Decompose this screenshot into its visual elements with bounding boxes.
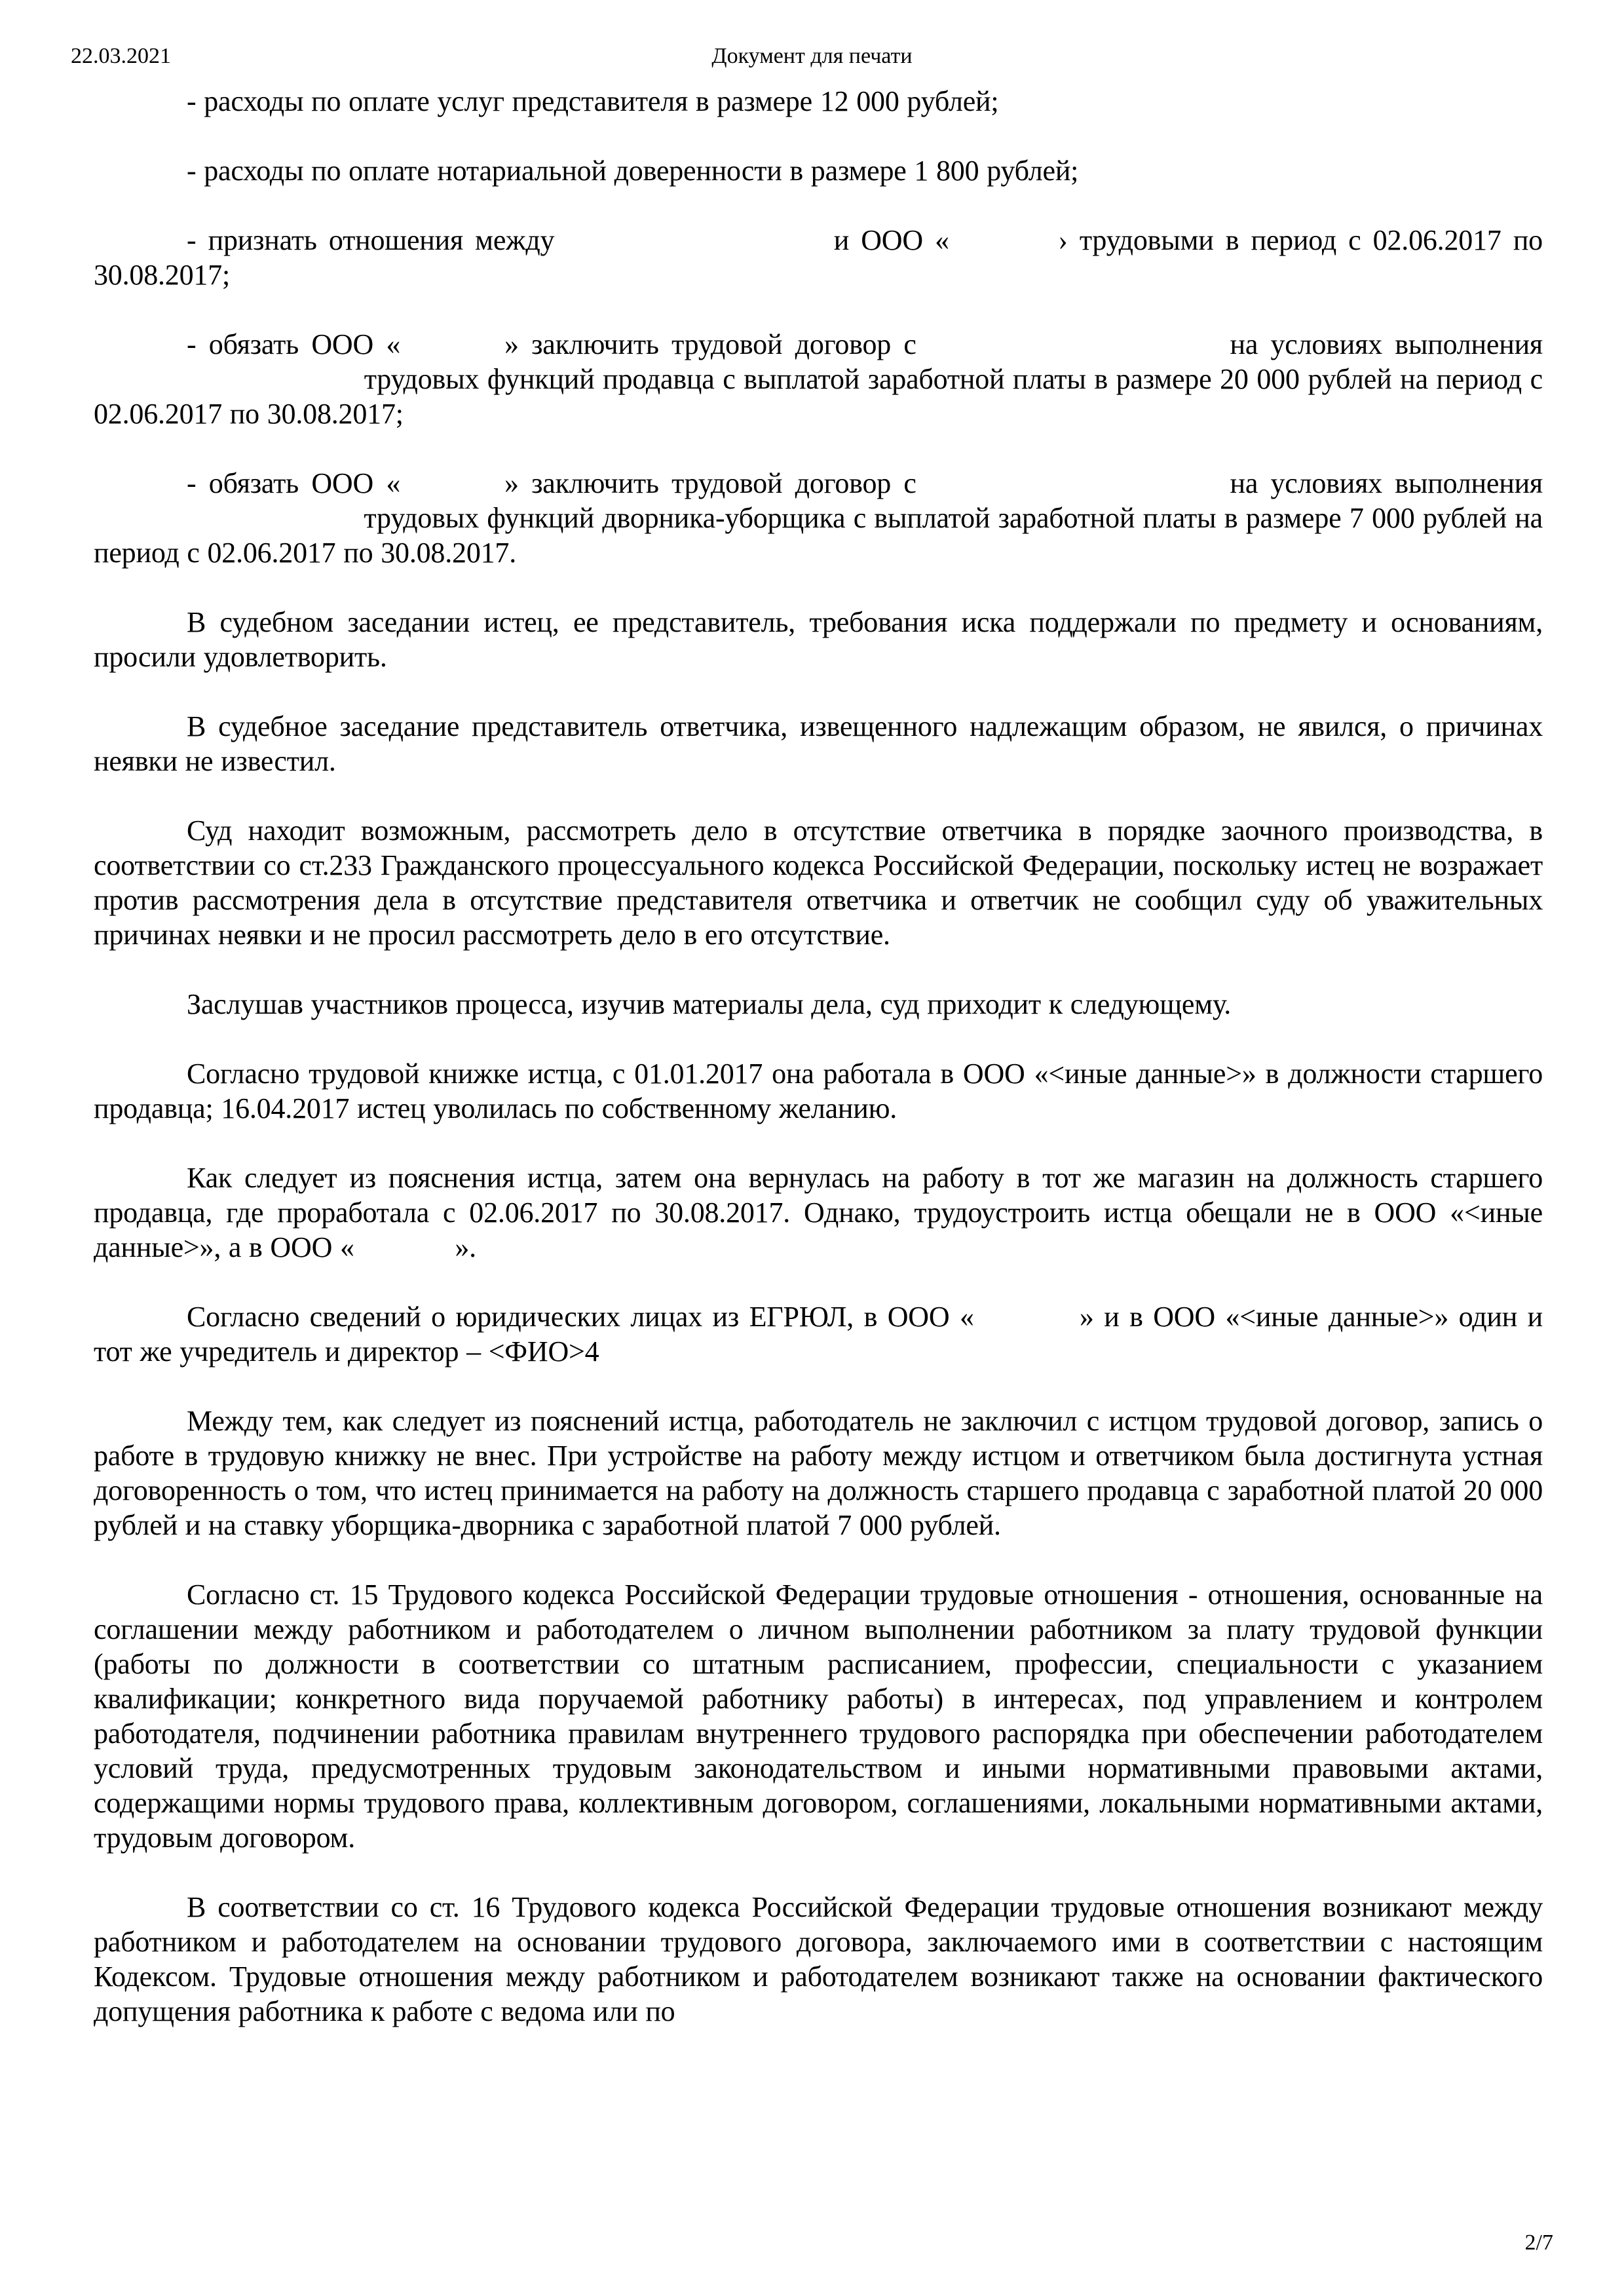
paragraph [94,1160,1543,1265]
text-segment: - признать отношения между [187,224,555,256]
text-segment: Между тем, как следует из пояснений истца, работодатель не заключил с истцом трудовой договор, запись о работе в трудовую книжку не внес. При устройстве на работу между истцом и ответчиком была достигнута устная договоренность о том, что истец принимается на работу на должность старшего продавца с заработной платой 20 000 рублей и на ставку уборщика-дворника с заработной платой 7 000 рублей. [94,1405,1543,1541]
paragraph [94,605,1543,674]
text-segment: на условиях выполнения [1230,467,1543,499]
text-segment: Согласно сведений о юридических лицах из ЕГРЮЛ, в ООО « [187,1301,974,1333]
print-title: Документ для печати [711,44,913,68]
text-segment: ». [455,1231,476,1263]
paragraph [94,466,1543,570]
text-segment: » заключить трудовой договор с [504,467,916,499]
paragraph [94,1404,1543,1542]
paragraph [94,1056,1543,1126]
text-segment: Как следует из пояснения истца, затем она вернулась на работу в тот же магазин на должность старшего продавца, где проработала с 02.06.2017 по 30.08.2017. Однако, трудоустроить истца обещали не в ООО «<иные данные>», а в ООО « [94,1162,1543,1263]
paragraph [94,709,1543,778]
text-segment: - обязать ООО « [187,467,401,499]
print-header [0,43,1624,72]
redacted-gap [413,353,492,354]
text-segment: трудовых функций дворника-уборщика с выплатой заработной платы в размере 7 000 рублей на период с 02.06.2017 по 30.08.2017. [94,502,1543,569]
redacted-gap [984,1325,1069,1326]
paragraph [94,153,1543,188]
text-segment: › трудовыми в период с 02.06.2017 по 30.08.2017; [94,224,1543,291]
text-segment: » заключить трудовой договор с [504,328,916,360]
document-body [94,84,1543,2063]
text-segment: В судебном заседании истец, ее представитель, требования иска поддержали по предмету и основаниям, просили удовлетворить. [94,606,1543,673]
text-segment: Согласно трудовой книжке истца, с 01.01.2017 она работала в ООО «<иные данные>» в должности старшего продавца; 16.04.2017 истец уволилась по собственному желанию. [94,1058,1543,1124]
text-segment: В судебное заседание представитель ответчика, извещенного надлежащим образом, не явился, о причинах неявки не известил. [94,710,1543,777]
paragraph [94,1577,1543,1855]
text-segment: трудовых функций продавца с выплатой заработной платы в размере 20 000 рублей на период с 02.06.2017 по 30.08.2017; [94,363,1543,430]
text-segment: Заслушав участников процесса, изучив материалы дела, суд приходит к следующему. [187,988,1232,1020]
redacted-gap [961,248,1046,250]
redacted-gap [929,353,1217,354]
page-number: 2/7 [1524,2230,1553,2255]
paragraph [94,813,1543,952]
paragraph [94,84,1543,119]
redacted-gap [413,491,492,493]
paragraph [94,1299,1543,1369]
redacted-gap [94,387,356,389]
redacted-gap [567,248,822,250]
paragraph [94,987,1543,1022]
text-segment: - расходы по оплате услуг представителя в размере 12 000 рублей; [187,85,999,117]
paragraph [94,1890,1543,2029]
text-segment: и ООО « [833,224,949,256]
paragraph [94,223,1543,292]
text-segment: В соответствии со ст. 16 Трудового кодекса Российской Федерации трудовые отношения возникают между работником и работодателем на основании трудового договора, заключаемого ими в соответствии с настоящим Кодексом. Трудовые отношения между работником и работодателем возникают также на основании фактического допущения работника к работе с ведома или по [94,1891,1543,2027]
text-segment: на условиях выполнения [1230,328,1543,360]
text-segment: - обязать ООО « [187,328,401,360]
redacted-gap [929,491,1217,493]
redacted-gap [362,1255,447,1257]
redacted-gap [94,526,356,527]
text-segment: Суд находит возможным, рассмотреть дело в отсутствие ответчика в порядке заочного производства, в соответствии со ст.233 Гражданского процессуального кодекса Российской Федерации, поскольку истец не возражает против рассмотрения дела в отсутствие представителя ответчика и ответчик не сообщил суду об уважительных причинах неявки и не просил рассмотреть дело в его отсутствие. [94,814,1543,951]
text-segment: Согласно ст. 15 Трудового кодекса Российской Федерации трудовые отношения - отношения, основанные на соглашении между работником и работодателем о личном выполнении работником за плату трудовой функции (работы по должности в соответствии со штатным расписанием, профессии, специальности с указанием квалификации; конкретного вида поручаемой работнику работы) в интересах, под управлением и контролем работодателя, подчинении работника правилам внутреннего трудового распорядка при обеспечении работодателем условий труда, предусмотренных трудовым законодательством и иными нормативными правовыми актами, содержащими нормы трудового права, коллективным договором, соглашениями, локальными нормативными актами, трудовым договором. [94,1578,1543,1854]
print-date: 22.03.2021 [71,44,171,68]
text-segment: - расходы по оплате нотариальной доверенности в размере 1 800 рублей; [187,155,1079,187]
text-segment: » и в ООО «<иные данные>» один и тот же учредитель и директор – <ФИО>4 [94,1301,1543,1368]
paragraph [94,327,1543,431]
